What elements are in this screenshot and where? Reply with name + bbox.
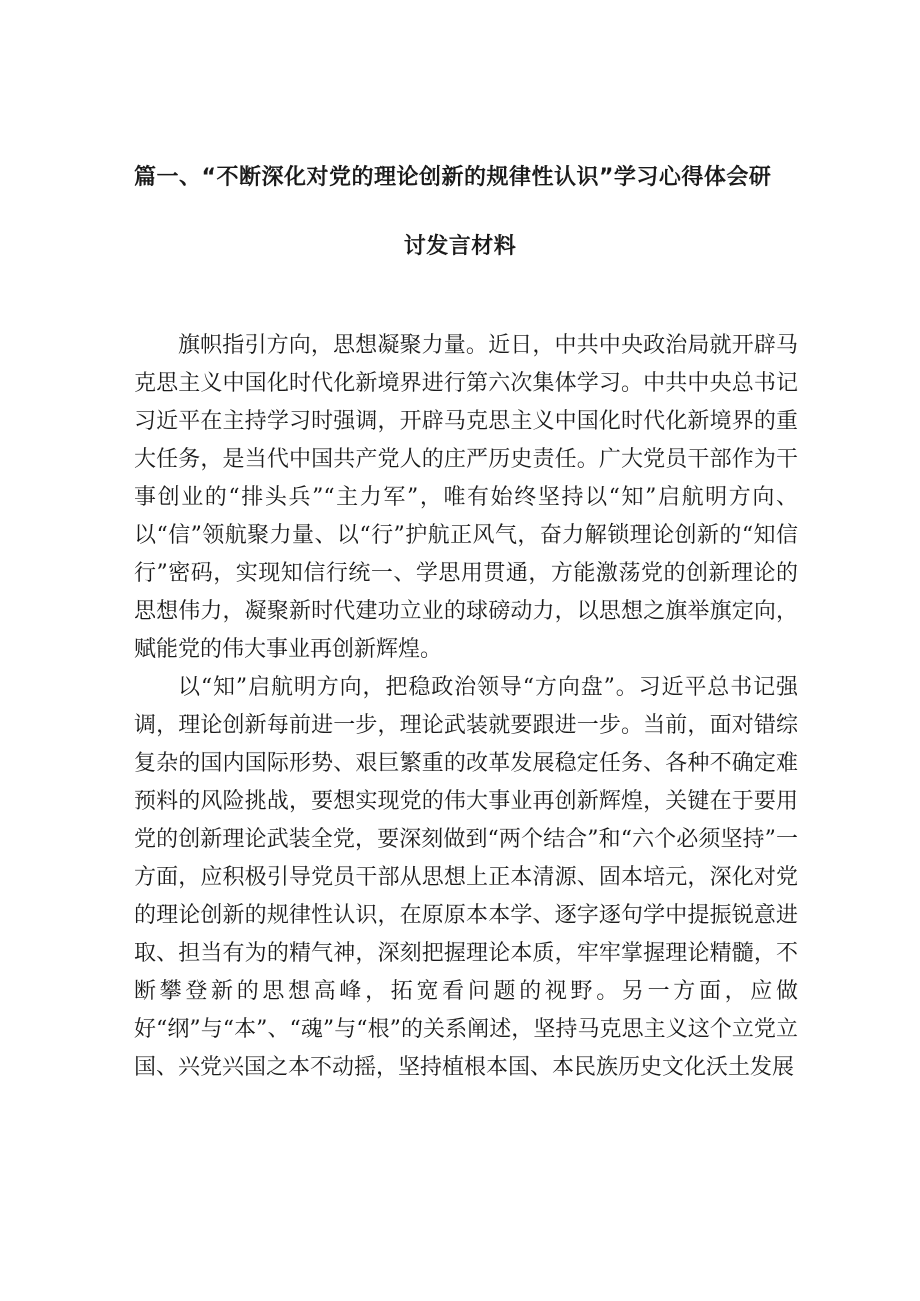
paragraph: 以“知”启航明方向，把稳政治领导“方向盘”。习近平总书记强调，理论创新每前进一步，理论武装就要跟进一步。当前，面对错综复杂的国内国际形势、艰巨繁重的改革发展稳定任务、各种不确定难预料的风险挑战，要想实现党的伟大事业再创新辉煌，关键在于要用党的创新理论武装全党，要深刻做到“两个结合”和“六个必须坚持”一方面，应积极引导党员干部从思想上正本清源、固本培元，深化对党的理论创新的规律性认识，在原原本本学、逐字逐句学中提振锐意进取、担当有为的精气神，深刻把握理论本质，牢牢掌握理论精髓，不断攀登新的思想高峰，拓宽看问题的视野。另一方面，应做好“纲”与“本”、“魂”与“根”的关系阐述，坚持马克思主义这个立党立国、兴党兴国之本不动摇，坚持植根本国、本民族历史文化沃土发展 [134, 675, 798, 1080]
document-title-line-2: 讨发言材料 [403, 234, 517, 259]
document-title-line-1: 篇一、“不断深化对党的理论创新的规律性认识”学习心得体会研 [134, 165, 772, 190]
paragraph: 旗帜指引方向，思想凝聚力量。近日，中共中央政治局就开辟马克思主义中国化时代化新境界进行第六次集体学习。中共中央总书记习近平在主持学习时强调，开辟马克思主义中国化时代化新境界的重大任务，是当代中国共产党人的庄严历史责任。广大党员干部作为干事创业的“排头兵”“主力军”，唯有始终坚持以“知”启航明方向、以“信”领航聚力量、以“行”护航正风气，奋力解锁理论创新的“知信行”密码，实现知信行统一、学思用贯通，方能激荡党的创新理论的思想伟力，凝聚新时代建功立业的球磅动力，以思想之旗举旗定向，赋能党的伟大事业再创新辉煌。 [134, 333, 798, 662]
document-body [134, 327, 798, 1087]
